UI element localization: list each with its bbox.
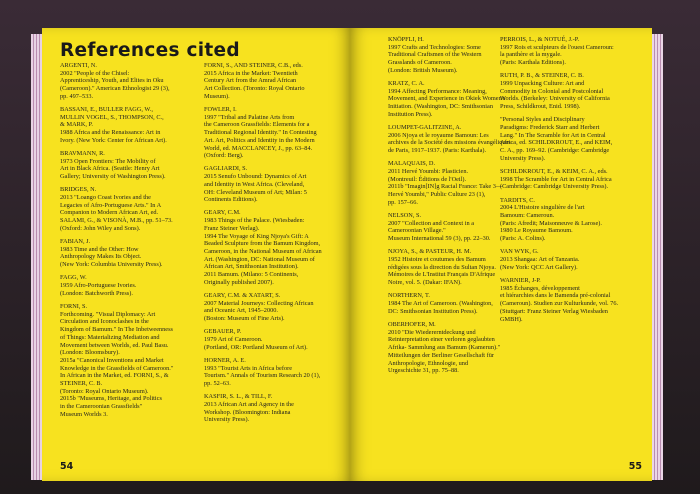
reference-entry <box>204 62 342 101</box>
reference-line: 1952 Histoire et coutumes des Bamum <box>388 256 486 264</box>
reference-line: Traditional Regional Identity." In Contesting <box>204 129 317 137</box>
reference-line: 1973 Open Frontiers: The Mobility of <box>60 157 156 165</box>
reference-entry <box>500 248 638 271</box>
reference-author: NORTHERN, T. <box>388 292 430 300</box>
right-page <box>350 28 652 481</box>
reference-author: VAN WYK, G. <box>500 248 539 256</box>
reference-line: the Cameroon Grassfields: Elements for a <box>204 121 310 129</box>
reference-line: (Paris: Afredit; Maisonneuve & Larose). <box>500 219 602 227</box>
reference-line: (London: Batchworth Press). <box>60 289 133 297</box>
reference-line: (Cambridge: Cambridge University Press). <box>500 183 609 191</box>
reference-line: Anthropologie, Ethnologie, und <box>388 359 469 367</box>
reference-author: GAGLIARDI, S. <box>204 165 248 173</box>
reference-line: in the Cameroonian Grassfields" <box>60 403 143 411</box>
reference-entry <box>204 106 342 160</box>
reference-line: 2006 Njoya et le royaume Bamoun: Les <box>388 131 489 139</box>
reference-line: 1988 Africa and the Renaissance: Art in <box>60 129 161 137</box>
reference-line: (London: British Museum). <box>388 66 458 74</box>
reference-line: Paradigms: Frederick Starr and Herbert <box>500 124 600 132</box>
reference-entry <box>500 277 638 323</box>
reference-line: (Stuttgart: Franz Steiner Verlag Wiesbaden <box>500 307 608 315</box>
reference-line: Cameroon, in the National Museum of African <box>204 247 322 255</box>
reference-line: rédigées sous la direction du Sultan Njoya. <box>388 263 496 271</box>
reference-line: Century Art from the Amrad African <box>204 77 297 85</box>
reference-line: Grasslands of Cameroon. <box>388 59 452 67</box>
reference-entry <box>500 197 638 243</box>
reference-line: Art Collection. (Toronto: Royal Ontario <box>204 85 305 93</box>
reference-line: (New York: Columbia University Press). <box>60 261 163 269</box>
reference-line: 1984 The Art of Cameroon. (Washington, <box>388 300 493 308</box>
reference-line: et hiérarchies dans le Bamenda pré-colonial <box>500 292 611 300</box>
reference-author: SCHILDKROUT, E., & KEIM, C. A., eds. <box>500 168 608 176</box>
reference-line: Museum Worlds 3. <box>60 410 108 418</box>
reference-line: Art. (Washington, DC: National Museum of <box>204 255 315 263</box>
reference-line: (Montreuil: Éditions de l'Oeil). <box>388 175 467 183</box>
reference-line: Press, Schildkrout, Enid. 1998). <box>500 103 581 111</box>
reference-line: Noire, vol. 5. (Dakar: IFAN). <box>388 279 462 287</box>
reference-line: 1993 "Tourist Arts in Africa before <box>204 364 292 372</box>
reference-line: 2002 "People of the Chisel: <box>60 69 130 77</box>
reference-line: Apprenticeship, Youth, and Elites in Oku <box>60 77 164 85</box>
reference-author: FOWLER, I. <box>204 106 237 114</box>
page-number-right: 55 <box>628 461 642 472</box>
reference-line: 2011 Hervé Youmbi: Plasticien. <box>388 168 469 176</box>
reference-line: Companion to Modern African Art, ed. <box>60 209 159 217</box>
reference-author: "Personal Styles and Disciplinary <box>500 116 585 124</box>
reference-entry <box>204 357 342 388</box>
reference-line: and Identity in West Africa. (Cleveland, <box>204 180 305 188</box>
reference-author: FAGG, W. <box>60 274 87 282</box>
reference-line: 2015 Senufo Unbound: Dynamics of Art <box>204 173 307 181</box>
reference-author: NELSON, S. <box>388 212 422 220</box>
reference-line: Museum). <box>204 92 230 100</box>
reference-line: 2007 "Collection and Context in a <box>388 219 474 227</box>
reference-line: (Paris: Karthala Editions). <box>500 59 566 67</box>
reference-author: BRAVMANN, R. <box>60 150 105 158</box>
reference-line: World, ed. MACCLANCEY, J., pp. 63–84. <box>204 144 313 152</box>
reference-author: KASFIR, S. L., & TILL, F. <box>204 393 273 401</box>
reference-line: 1983 Things of the Palace. (Wiesbaden: <box>204 217 305 225</box>
reference-entry <box>500 72 638 111</box>
reference-entry <box>60 150 198 181</box>
reference-line: (Oxford: Berg). <box>204 152 244 160</box>
reference-line: Cameroonian Village." <box>388 227 446 235</box>
reference-line: 1994 The Voyage of King Njoya's Gift: A <box>204 232 309 240</box>
reference-line: 1997 "Tribal and Palatine Arts from <box>204 113 295 121</box>
reference-line: DC: Smithsonian Institution Press). <box>388 307 478 315</box>
reference-line: pp. 52–63. <box>204 380 231 388</box>
reference-line: (Oxford: John Wiley and Sons). <box>60 224 141 232</box>
reference-line: Originally published 2007). <box>204 278 274 286</box>
reference-line: Gallery; University of Washington Press). <box>60 173 166 181</box>
reference-author: FABIAN, J. <box>60 238 91 246</box>
reference-entry <box>204 165 342 204</box>
reference-line: Movement between Worlds, ed. Paul Basu. <box>60 341 169 349</box>
reference-line: (Cameroon)." American Ethnologist 29 (3), <box>60 85 170 93</box>
reference-entry <box>388 321 526 375</box>
reference-entry <box>60 274 198 297</box>
page-number-left: 54 <box>60 461 74 472</box>
ref-column-1 <box>60 62 198 424</box>
reference-line: Beaded Sculpture from the Bamum Kingdom, <box>204 240 321 248</box>
page-edges-right <box>651 34 663 480</box>
reference-entry <box>60 62 198 101</box>
reference-line: 2010 "Die Wiedererntdeckung und <box>388 328 476 336</box>
reference-line: 1959 Afro-Portuguese Ivories. <box>60 282 137 290</box>
reference-line: GMBH). <box>500 315 523 323</box>
ref-column-4 <box>500 36 638 329</box>
reference-line: 1980 Le Royaume Bamoum. <box>500 227 573 235</box>
ref-column-2 <box>204 62 342 430</box>
reference-line: Anthropology Makes Its Object. <box>60 253 142 261</box>
reference-line: University Press). <box>204 416 250 424</box>
reference-line: (Paris: A. Colins). <box>500 235 546 243</box>
reference-line: 1983 Time and the Other: How <box>60 245 139 253</box>
reference-line: 1979 Art of Cameroon. <box>204 336 263 343</box>
reference-line: Africa, ed. SCHILDKROUT, E., and KEIM, <box>500 139 613 147</box>
reference-line: (Portland, OR: Portland Museum of Art). <box>204 343 308 351</box>
reference-line: Afrika- Sammlung aus Bamum (Kamerun)." <box>388 344 501 352</box>
reference-line: Circulation and Iconoclashes in the <box>60 318 149 326</box>
reference-line: 2013 "Loango Coast Ivories and the <box>60 194 151 202</box>
reference-line: Traditional Craftsmen of the Western <box>388 51 482 59</box>
reference-line: & MARK, P. <box>60 121 93 129</box>
reference-line: Hervé Youmbi," Public Culture 23 (1), <box>388 191 486 199</box>
reference-line: Initiation. (Washington, DC: Smithsonian <box>388 103 493 111</box>
reference-line: 2015b "Museums, Heritage, and Politics <box>60 395 162 403</box>
reference-line: 1997 Rois et sculpteurs de l'ouest Cameroun: <box>500 43 614 51</box>
reference-author: PERROIS, L., & NOTUÉ, J.-P. <box>500 36 580 43</box>
reference-line: 2007 Material Journeys: Collecting African <box>204 299 314 307</box>
reference-line: Lang." In The Scramble for Art in Central <box>500 131 606 139</box>
reference-line: (London: Bloomsbury). <box>60 349 120 357</box>
reference-line: Urgeschichte 31, pp. 75–88. <box>388 367 459 375</box>
reference-line: pp. 157–66. <box>388 198 418 206</box>
reference-line: Legacies of Afro-Portuguese Arts." In A <box>60 201 162 209</box>
reference-line: Mémoires de L'Institut Français D'Afrique <box>388 271 496 279</box>
reference-line: (Toronto: Royal Ontario Museum). <box>60 387 149 395</box>
reference-line: Bamoum: Cameroun. <box>500 212 555 220</box>
reference-author: TARDITS, C. <box>500 196 536 204</box>
reference-entry <box>500 116 638 162</box>
reference-line: (Boston: Museum of Fine Arts). <box>204 315 285 323</box>
reference-line: Kingdom of Bamum." In The Inbetweenness <box>60 326 173 334</box>
reference-line: 1998 The Scramble for Art in Central Africa <box>500 175 612 183</box>
reference-entry <box>60 303 198 419</box>
reference-entry <box>500 36 638 67</box>
reference-author: LOUMPET-GALITZINE, A. <box>388 124 462 132</box>
reference-line: OH: Cleveland Museum of Art; Milan: 5 <box>204 188 307 196</box>
reference-entry <box>500 168 638 191</box>
reference-line: 2011 Bamum. (Milano: 5 Continents, <box>204 271 299 279</box>
reference-line: 2004 L'Histoire singulière de l'art <box>500 204 585 212</box>
reference-author: FORNI, S. <box>60 302 88 310</box>
reference-line: pp. 497–533. <box>60 92 94 100</box>
reference-author: WARNIER, J-P. <box>500 276 541 284</box>
reference-entry <box>60 186 198 232</box>
reference-author: BASSANI, E., BULLER FAGG, W., <box>60 106 153 114</box>
reference-line: Continents Editions). <box>204 196 258 204</box>
reference-author: MALAQUAIS, D. <box>388 160 436 168</box>
reference-entry <box>204 292 342 323</box>
reference-line: 1999 Unpacking Culture: Art and <box>500 80 585 88</box>
reference-line: 2013 Shangaa: Art of Tanzania. <box>500 256 580 264</box>
reference-line: Museum International 59 (3), pp. 22–30. <box>388 235 491 243</box>
reference-line: African Art, Smithsonian Institution). <box>204 263 299 271</box>
reference-author: GEARY, C.M. <box>204 209 241 217</box>
reference-line: Knowledge in the Grassfields of Cameroon." <box>60 364 174 372</box>
page-title: References cited <box>60 40 240 61</box>
reference-line: Movement, and Experience in Okiek Women's <box>388 95 506 103</box>
reference-entry <box>204 209 342 286</box>
reference-line: 1994 Affecting Performance: Meaning, <box>388 87 487 95</box>
reference-line: In African in the Market, ed. FORNI, S., & <box>60 372 169 380</box>
reference-line: Workshop. (Bloomington: Indiana <box>204 408 291 416</box>
reference-author: GEARY, C.M. & XATART, S. <box>204 291 281 299</box>
reference-line: 2015 Africa in the Market: Twentieth <box>204 69 298 77</box>
reference-author: KNÖPFLI, H. <box>388 36 424 43</box>
reference-line: Tourism." Annals of Tourism Research 20 (1), <box>204 372 321 380</box>
reference-line: Worlds. (Berkeley: University of California <box>500 95 610 103</box>
reference-line: archives de la Société des missions évangéliques <box>388 139 511 147</box>
reference-line: Reinterpretation einer verloren geglaubten <box>388 336 495 344</box>
reference-line: 2011b "Imagin[IN]g Racial France: Take 3— <box>388 183 503 191</box>
reference-author: HORNER, A. E. <box>204 356 246 364</box>
reference-line: 2015a "Canonical Inventions and Market <box>60 356 164 364</box>
reference-line: de Paris, 1917–1937. (Paris: Karthala). <box>388 147 487 155</box>
reference-line: Art in Black Africa. (Seattle: Henry Art <box>60 165 160 173</box>
reference-author: KRATZ, C. A. <box>388 80 425 88</box>
reference-entry <box>204 328 342 351</box>
reference-author: BRIDGES, N. <box>60 186 97 194</box>
reference-author: FORNI, S., AND STEINER, C.B., eds. <box>204 62 303 69</box>
reference-entry <box>204 393 342 424</box>
reference-author: GEBAUER, P. <box>204 328 242 336</box>
reference-author: RUTH, P. B., & STEINER, C. B. <box>500 72 584 80</box>
reference-line: and Oceanic Art, 1945–2000. <box>204 307 278 315</box>
reference-line: Forthcoming. "Visual Diplomacy: Art <box>60 310 156 318</box>
reference-line: University Press). <box>500 154 546 162</box>
reference-line: (Cameroun). Studien zur Kulturkunde, vol. 76. <box>500 300 619 308</box>
reference-line: Institution Press). <box>388 110 433 118</box>
reference-line: Franz Steiner Verlag). <box>204 224 260 232</box>
reference-line: C. A., pp. 169–92. (Cambridge: Cambridge <box>500 147 610 155</box>
reference-line: SALAMI, G., & VISONÀ, M.B., pp. 51–73. <box>60 217 173 225</box>
reference-line: 1985 Échanges, développement <box>500 284 580 292</box>
reference-line: MULLIN VOGEL, S., THOMPSON, C., <box>60 113 164 121</box>
reference-line: Art. Art, Politics and Identity in the Modern <box>204 136 315 144</box>
reference-line: la panthère et la mygale. <box>500 51 562 59</box>
reference-author: ARGENTI, N. <box>60 62 97 69</box>
reference-author: OBERHOFER, M. <box>388 321 436 328</box>
reference-entry <box>60 106 198 145</box>
reference-line: Commodity in Colonial and Postcolonial <box>500 87 604 95</box>
reference-line: of Things: Materializing Mediation and <box>60 333 160 341</box>
reference-author: NJOYA, S., & PASTEUR, H. M. <box>388 248 472 256</box>
reference-line: (New York: QCC Art Gallery). <box>500 263 578 271</box>
reference-line: 2013 African Art and Agency in the <box>204 400 294 408</box>
reference-line: Ivory. (New York: Center for African Art). <box>60 136 167 144</box>
reference-entry <box>60 238 198 269</box>
reference-line: 1997 Crafts and Technologies: Some <box>388 43 481 51</box>
left-page <box>42 28 350 481</box>
reference-line: STEINER, C. B. <box>60 380 103 388</box>
reference-line: Mitteilungen der Berliner Gesellschaft für <box>388 351 494 359</box>
